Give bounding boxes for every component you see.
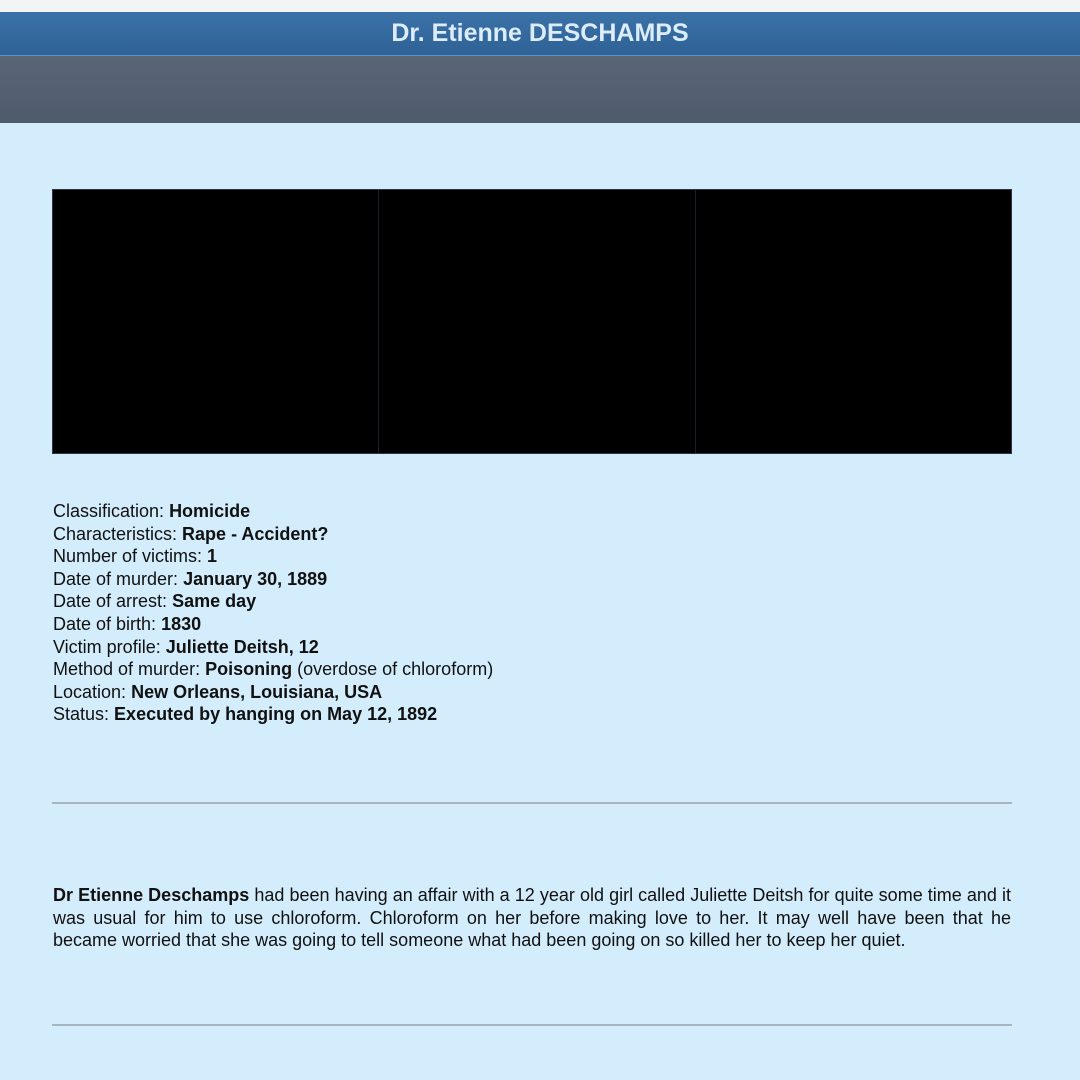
image-gallery xyxy=(52,189,1012,454)
fact-label: Date of birth: xyxy=(53,613,157,634)
gallery-image[interactable] xyxy=(53,190,379,453)
sub-header-bar xyxy=(0,56,1080,123)
fact-label: Date of arrest: xyxy=(53,591,168,612)
fact-label: Classification: xyxy=(53,501,165,521)
fact-value: Juliette Deitsh, 12 xyxy=(165,636,319,657)
fact-method-of-murder xyxy=(53,658,493,681)
fact-value: Rape - Accident? xyxy=(182,523,329,544)
fact-victim-profile xyxy=(53,636,493,659)
fact-value: Same day xyxy=(172,591,257,612)
fact-label: Location: xyxy=(53,681,127,702)
fact-sheet xyxy=(53,500,493,726)
fact-label: Status: xyxy=(53,704,110,725)
fact-characteristics xyxy=(53,523,493,546)
fact-extra: (overdose of chloroform) xyxy=(297,659,494,680)
divider xyxy=(52,802,1012,804)
fact-value: New Orleans, Louisiana, USA xyxy=(131,681,383,702)
story-paragraph xyxy=(53,884,1011,952)
fact-label: Characteristics: xyxy=(53,523,178,544)
fact-classification xyxy=(53,500,493,523)
fact-date-of-murder xyxy=(53,568,493,591)
fact-value: Executed by hanging on May 12, 1892 xyxy=(114,704,438,725)
fact-label: Date of murder: xyxy=(53,568,179,589)
fact-location xyxy=(53,681,493,704)
page-title: Dr. Etienne DESCHAMPS xyxy=(391,19,689,47)
divider xyxy=(52,1024,1012,1026)
fact-value: Homicide xyxy=(169,501,251,521)
fact-value: Poisoning xyxy=(205,659,293,680)
fact-status xyxy=(53,703,493,726)
gallery-image[interactable] xyxy=(379,190,696,453)
story-subject-name: Dr Etienne Deschamps xyxy=(53,885,250,905)
fact-value: 1830 xyxy=(161,613,202,634)
browser-top-strip xyxy=(0,0,1080,12)
fact-number-of-victims xyxy=(53,545,493,568)
title-bar xyxy=(0,12,1080,56)
fact-date-of-birth xyxy=(53,613,493,636)
story-text: had been having an affair with a 12 year old girl called Juliette Deitsh for quite some time and it was usual for him to use chloroform. Chloroform on her before making love to her. It may well have been that he became worried that she was going to tell someone what had been going on so killed her to keep her quiet. xyxy=(53,885,1011,951)
fact-label: Number of victims: xyxy=(53,546,203,567)
fact-label: Victim profile: xyxy=(53,636,161,657)
fact-label: Method of murder: xyxy=(53,659,201,680)
fact-value: 1 xyxy=(207,546,218,567)
fact-date-of-arrest xyxy=(53,590,493,613)
fact-value: January 30, 1889 xyxy=(183,568,328,589)
gallery-image[interactable] xyxy=(696,190,1011,453)
